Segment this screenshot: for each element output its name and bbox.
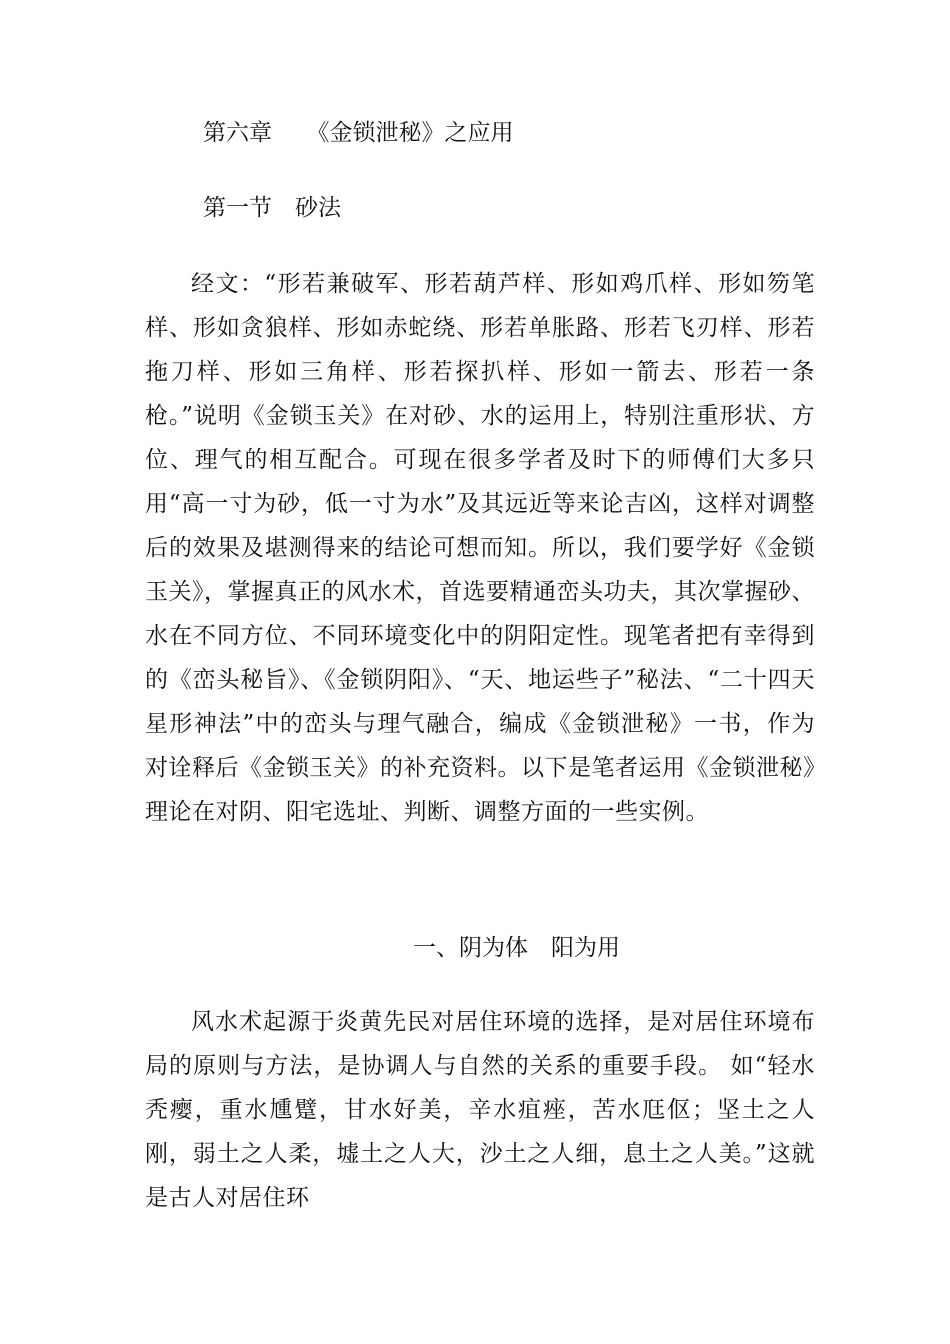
- body-paragraph-2: 风水术起源于炎黄先民对居住环境的选择，是对居住环境布局的原则与方法，是协调人与自然的关系的重要手段。 如“轻水秃瘿，重水尰躄，甘水好美，辛水疽痤，苦水尫伛；坚土之人刚，弱土之人柔，墟土之人大，沙土之人细，息土之人美。”这就是古人对居住环: [145, 1009, 815, 1211]
- section-title: 第一节 砂法: [203, 195, 341, 221]
- subsection-heading: 一、阴为体 阳为用: [413, 935, 620, 961]
- chapter-title: 第六章 《金锁泄秘》之应用: [203, 120, 514, 146]
- body-paragraph: 经文：“形若兼破军、形若葫芦样、形如鸡爪样、形如笏笔样、形如贪狼样、形如赤蛇绕、形若单胀路、形若飞刃样、形若拖刀样、形如三角样、形若探扒样、形如一箭去、形若一条枪。”说明《金锁玉关》在对砂、水的运用上，特别注重形状、方位、理气的相互配合。可现在很多学者及时下的师傅们大多只用“高一寸为砂，低一寸为水”及其远近等来论吉凶，这样对调整后的效果及堪测得来的结论可想而知。所以，我们要学好《金锁玉关》，掌握真正的风水术，首选要精通峦头功夫，其次掌握砂、水在不同方位、不同环境变化中的阴阳定性。现笔者把有幸得到的《峦头秘旨》、《金锁阴阳》、“天、地运些子”秘法、“二十四天星形神法”中的峦头与理气融合，编成《金锁泄秘》一书，作为对诠释后《金锁玉关》的补充资料。以下是笔者运用《金锁泄秘》理论在对阴、阳宅选址、判断、调整方面的一些实例。: [145, 271, 815, 825]
